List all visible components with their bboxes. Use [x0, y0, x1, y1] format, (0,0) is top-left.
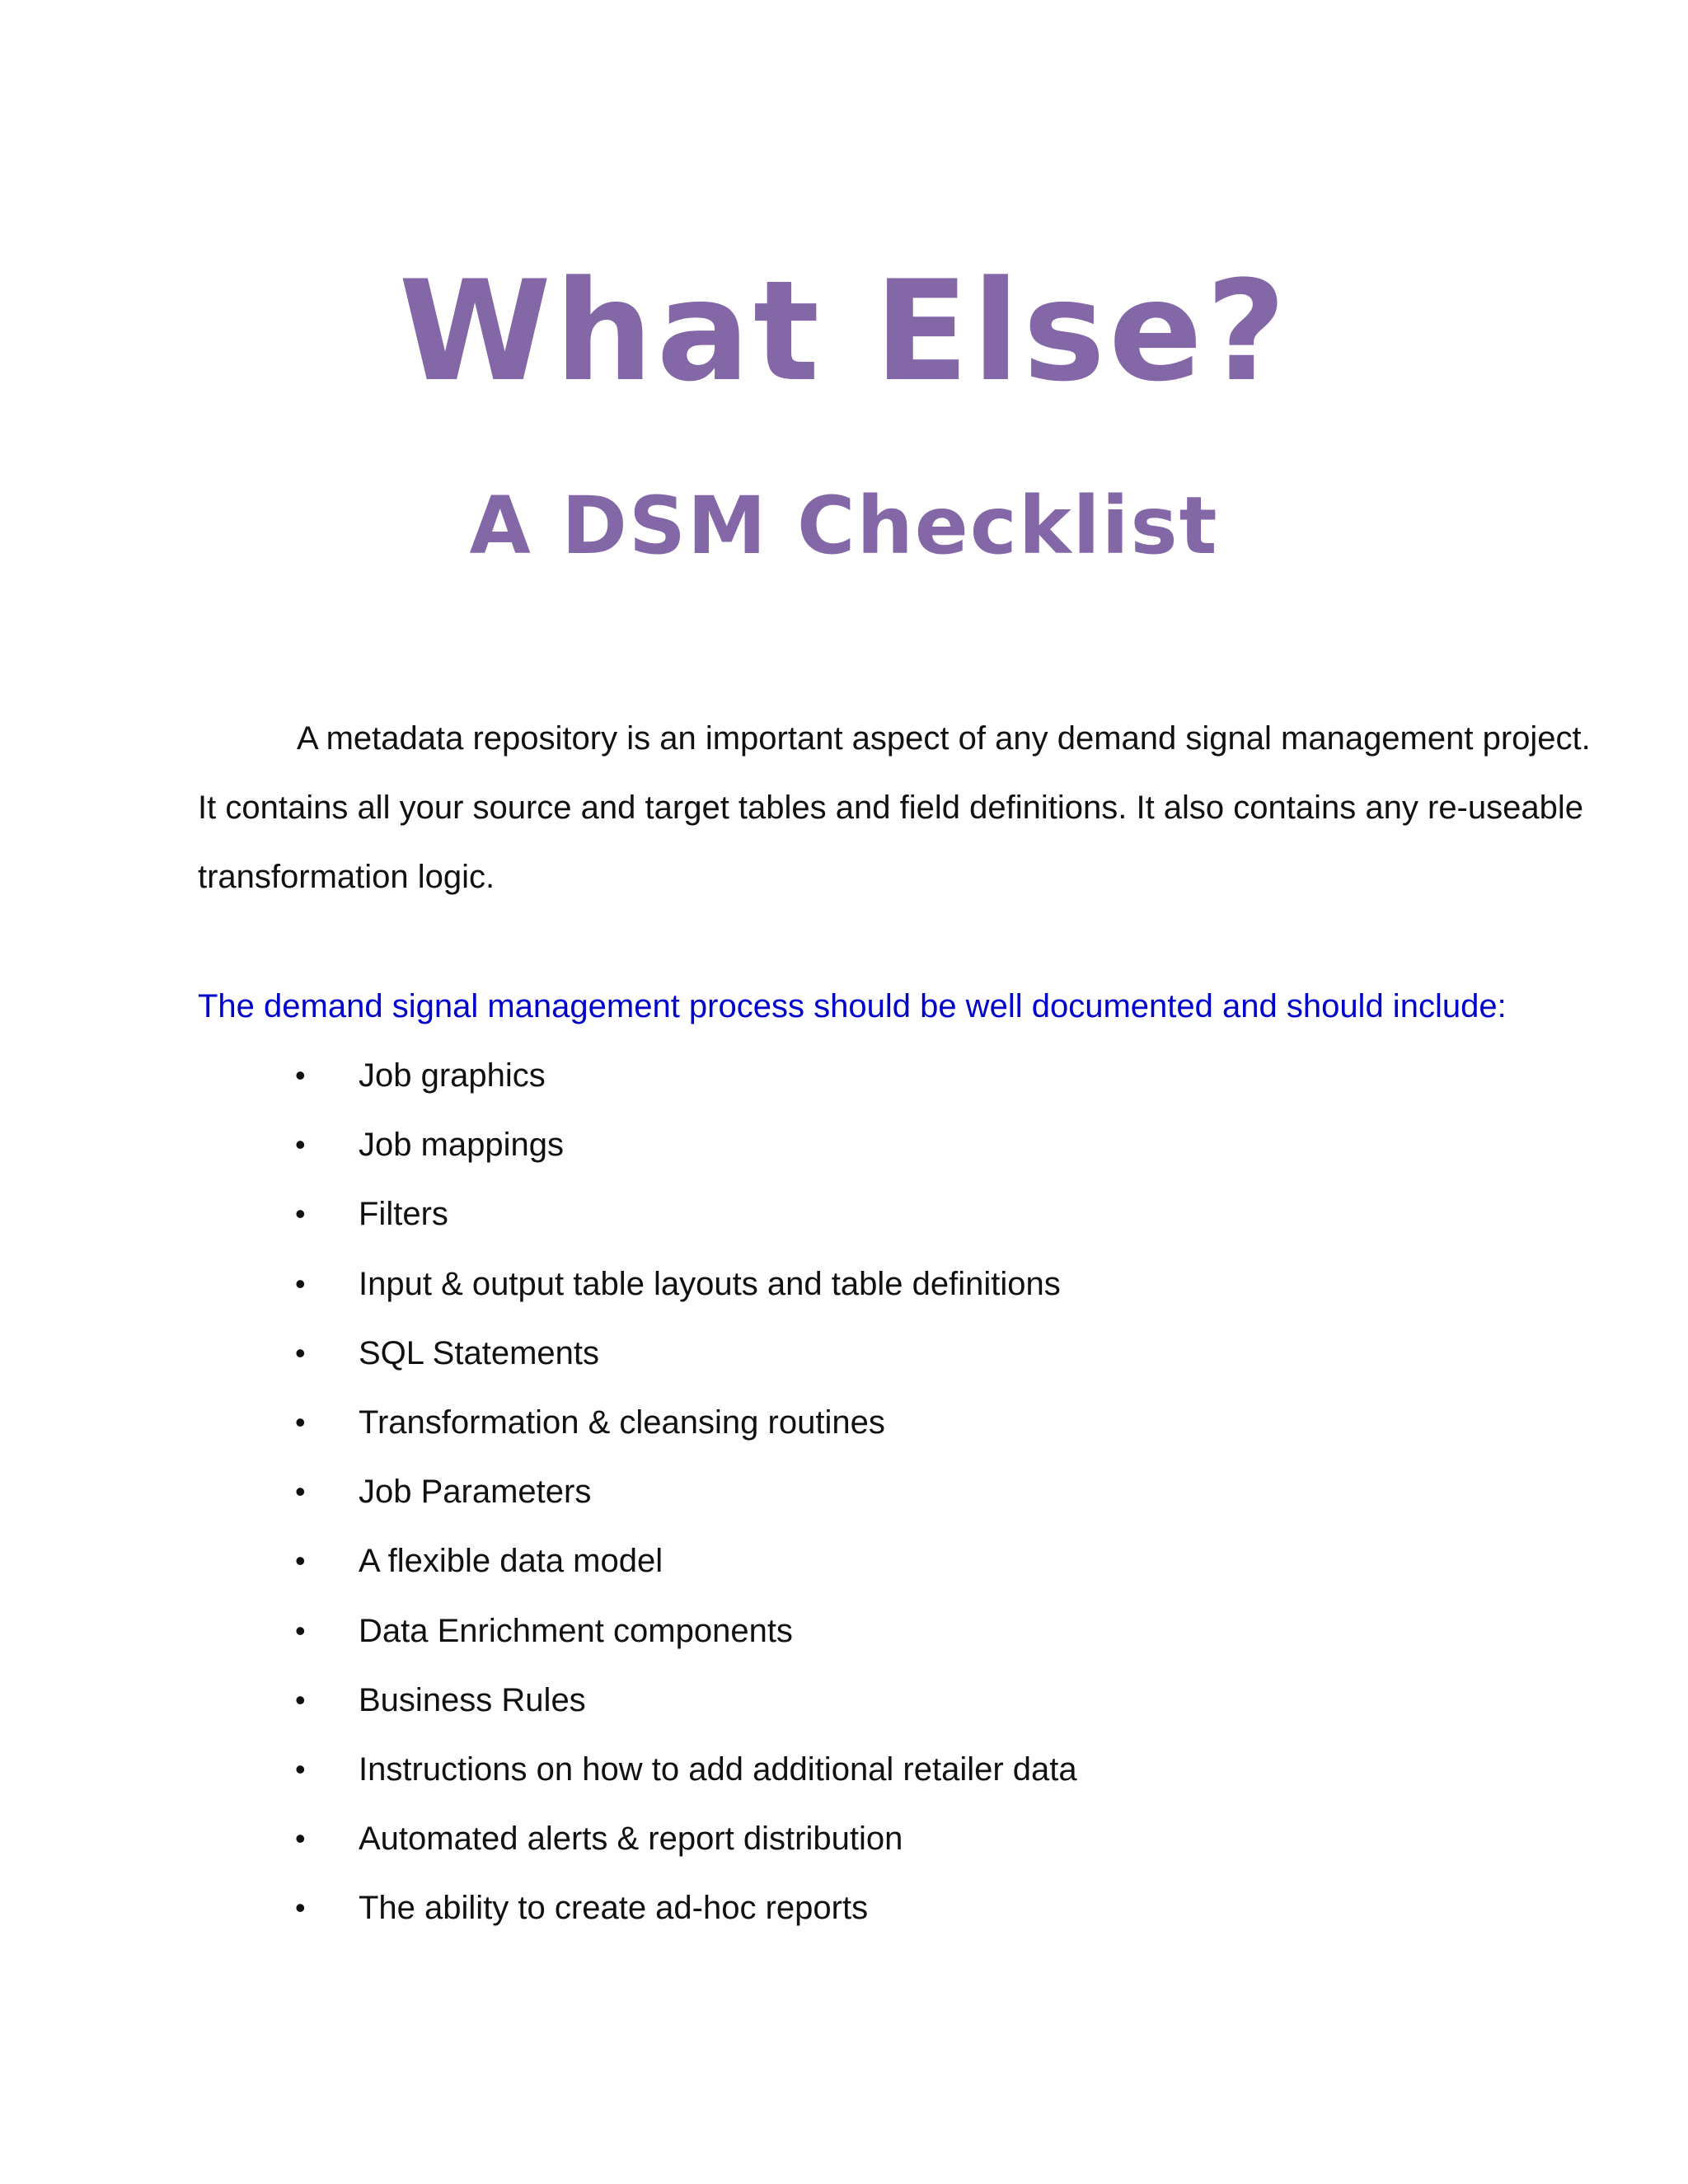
- bullet-icon: •: [295, 1613, 306, 1647]
- bullet-icon: •: [295, 1751, 306, 1786]
- bullet-icon: •: [295, 1544, 306, 1578]
- list-item-text: Job mappings: [359, 1127, 565, 1164]
- list-item-text: Job Parameters: [359, 1474, 592, 1511]
- page-title: What Else?: [398, 251, 1290, 412]
- bullet-icon: •: [295, 1335, 306, 1370]
- bullet-icon: •: [295, 1404, 306, 1439]
- list-item-text: A flexible data model: [359, 1543, 663, 1580]
- list-item-text: Input & output table layouts and table definitions: [359, 1265, 1061, 1302]
- list-item-text: The ability to create ad-hoc reports: [359, 1890, 869, 1927]
- list-item-text: Data Enrichment components: [359, 1612, 793, 1649]
- list-item-text: Instructions on how to add additional retailer data: [359, 1750, 1077, 1788]
- list-item-text: Business Rules: [359, 1681, 586, 1718]
- list-item-text: Filters: [359, 1196, 448, 1233]
- checklist-lead: The demand signal management process should be well documented and should include:: [198, 988, 1507, 1024]
- bullet-icon: •: [295, 1266, 306, 1301]
- page-subtitle: A DSM Checklist: [469, 480, 1219, 572]
- list-item-text: Automated alerts & report distribution: [359, 1821, 903, 1858]
- bullet-icon: •: [295, 1058, 306, 1092]
- list-item-text: SQL Statements: [359, 1334, 599, 1371]
- list-item-text: Transformation & cleansing routines: [359, 1404, 885, 1441]
- list-item-text: Job graphics: [359, 1057, 546, 1094]
- bullet-icon: •: [295, 1821, 306, 1856]
- intro-paragraph: A metadata repository is an important aspect of any demand signal management project. It contains all your source and target tables and field definitions. It also contains any re-useable transformation logic.: [198, 720, 1591, 895]
- bullet-icon: •: [295, 1682, 306, 1717]
- bullet-icon: •: [295, 1197, 306, 1231]
- bullet-icon: •: [295, 1891, 306, 1925]
- bullet-icon: •: [295, 1474, 306, 1509]
- bullet-icon: •: [295, 1127, 306, 1162]
